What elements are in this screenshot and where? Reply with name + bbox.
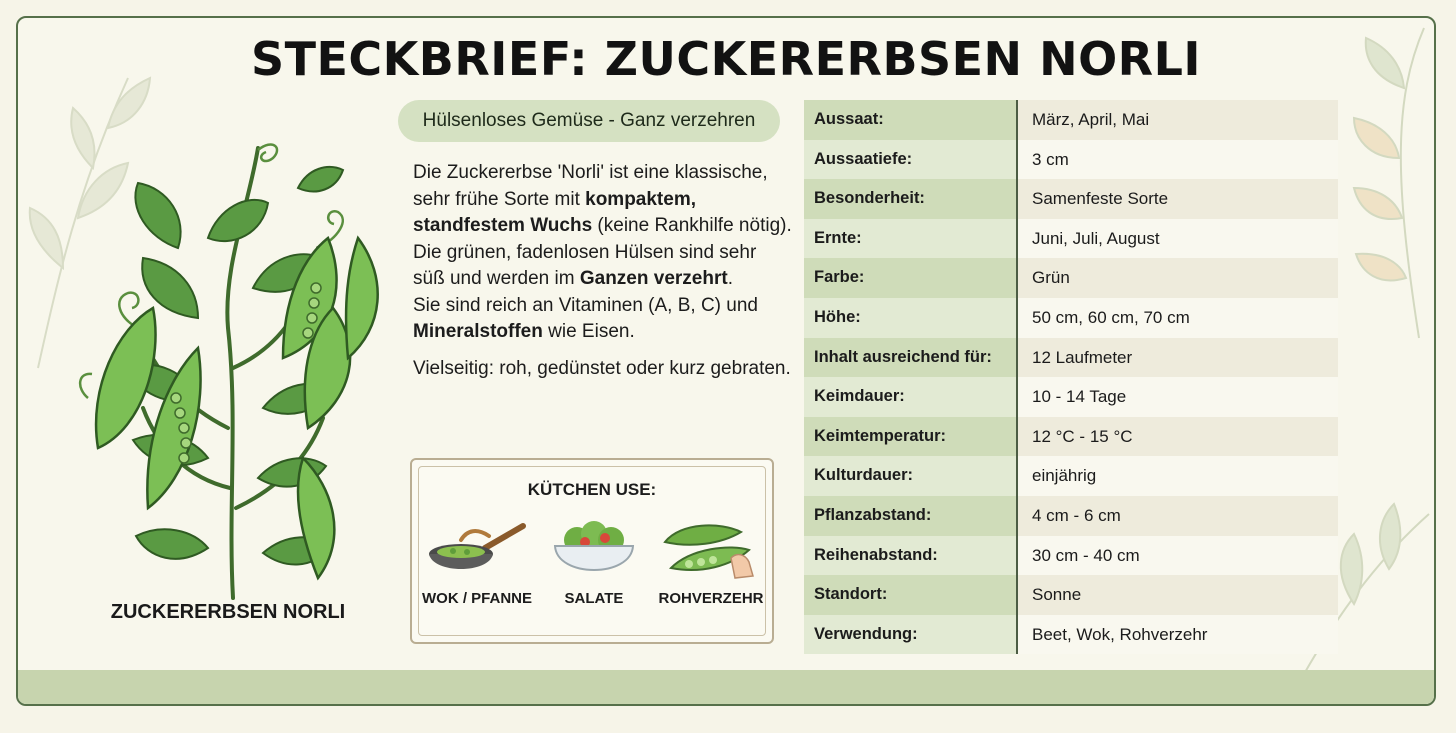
facts-table (804, 100, 1338, 654)
fact-value: 12 °C - 15 °C (1018, 417, 1338, 457)
fact-key: Standort: (804, 575, 1018, 615)
fact-row (804, 258, 1338, 298)
wok-icon (427, 518, 527, 580)
kitchen-use-item (656, 518, 766, 607)
kitchen-use-item (422, 518, 532, 607)
fact-key: Reihenabstand: (804, 536, 1018, 576)
fact-key: Höhe: (804, 298, 1018, 338)
fact-key: Aussaatiefe: (804, 140, 1018, 180)
pea-plant-illustration-icon (58, 128, 418, 608)
fact-value: 12 Laufmeter (1018, 338, 1338, 378)
kitchen-use-label: ROHVERZEHR (658, 590, 764, 607)
pea-pod-hand-icon (661, 518, 761, 580)
fact-row (804, 298, 1338, 338)
kitchen-use-item (539, 518, 649, 607)
fact-value: Sonne (1018, 575, 1338, 615)
fact-value: Grün (1018, 258, 1338, 298)
fact-key: Kulturdauer: (804, 456, 1018, 496)
kitchen-use-title: KÜTCHEN USE: (527, 480, 657, 499)
fact-value: 3 cm (1018, 140, 1338, 180)
fact-key: Besonderheit: (804, 179, 1018, 219)
fact-key: Keimdauer: (804, 377, 1018, 417)
fact-row (804, 179, 1338, 219)
fact-value: Samenfeste Sorte (1018, 179, 1338, 219)
fact-row (804, 417, 1338, 457)
fact-value: 50 cm, 60 cm, 70 cm (1018, 298, 1338, 338)
category-tag: Hülsenloses Gemüse - Ganz verzehren (398, 100, 780, 142)
kitchen-use-box (410, 458, 774, 644)
fact-row (804, 338, 1338, 378)
fact-row (804, 219, 1338, 259)
description-paragraph: Die grünen, fadenlosen Hülsen sind sehr süß und werden im Ganzen verzehrt. (413, 241, 757, 289)
fact-key: Inhalt ausreichend für: (804, 338, 1018, 378)
fact-row (804, 100, 1338, 140)
fact-row (804, 140, 1338, 180)
fact-value: 30 cm - 40 cm (1018, 536, 1338, 576)
plant-caption: ZUCKERERBSEN NORLI (110, 601, 346, 623)
fact-value: einjährig (1018, 456, 1338, 496)
salad-bowl-icon (549, 518, 639, 580)
fact-value: 4 cm - 6 cm (1018, 496, 1338, 536)
description-paragraph: Die Zuckererbse 'Norli' ist eine klassische, sehr frühe Sorte mit kompaktem, standfestem Wuchs (keine Rankhilfe nötig). (413, 162, 792, 236)
fact-value: Juni, Juli, August (1018, 219, 1338, 259)
kitchen-use-label: SALATE (564, 590, 624, 607)
fact-value: 10 - 14 Tage (1018, 377, 1338, 417)
fact-key: Aussaat: (804, 100, 1018, 140)
description-paragraph: Vielseitig: roh, gedünstet oder kurz gebraten. (413, 357, 791, 379)
fact-value: Beet, Wok, Rohverzehr (1018, 615, 1338, 655)
kitchen-use-label: WOK / PFANNE (422, 590, 533, 607)
fact-row (804, 456, 1338, 496)
fact-row (804, 536, 1338, 576)
fact-key: Farbe: (804, 258, 1018, 298)
fact-row (804, 575, 1338, 615)
fact-key: Pflanzabstand: (804, 496, 1018, 536)
fact-key: Verwendung: (804, 615, 1018, 655)
fact-sheet-card (16, 16, 1436, 706)
fact-row (804, 496, 1338, 536)
fact-value: März, April, Mai (1018, 100, 1338, 140)
fact-key: Ernte: (804, 219, 1018, 259)
description (413, 160, 793, 382)
fact-row (804, 615, 1338, 655)
footer-band (18, 670, 1434, 704)
fact-key: Keimtemperatur: (804, 417, 1018, 457)
page-title: STECKBRIEF: ZUCKERERBSEN NORLI (250, 32, 1202, 86)
description-paragraph: Sie sind reich an Vitaminen (A, B, C) und Mineralstoffen wie Eisen. (413, 294, 758, 342)
fact-row (804, 377, 1338, 417)
